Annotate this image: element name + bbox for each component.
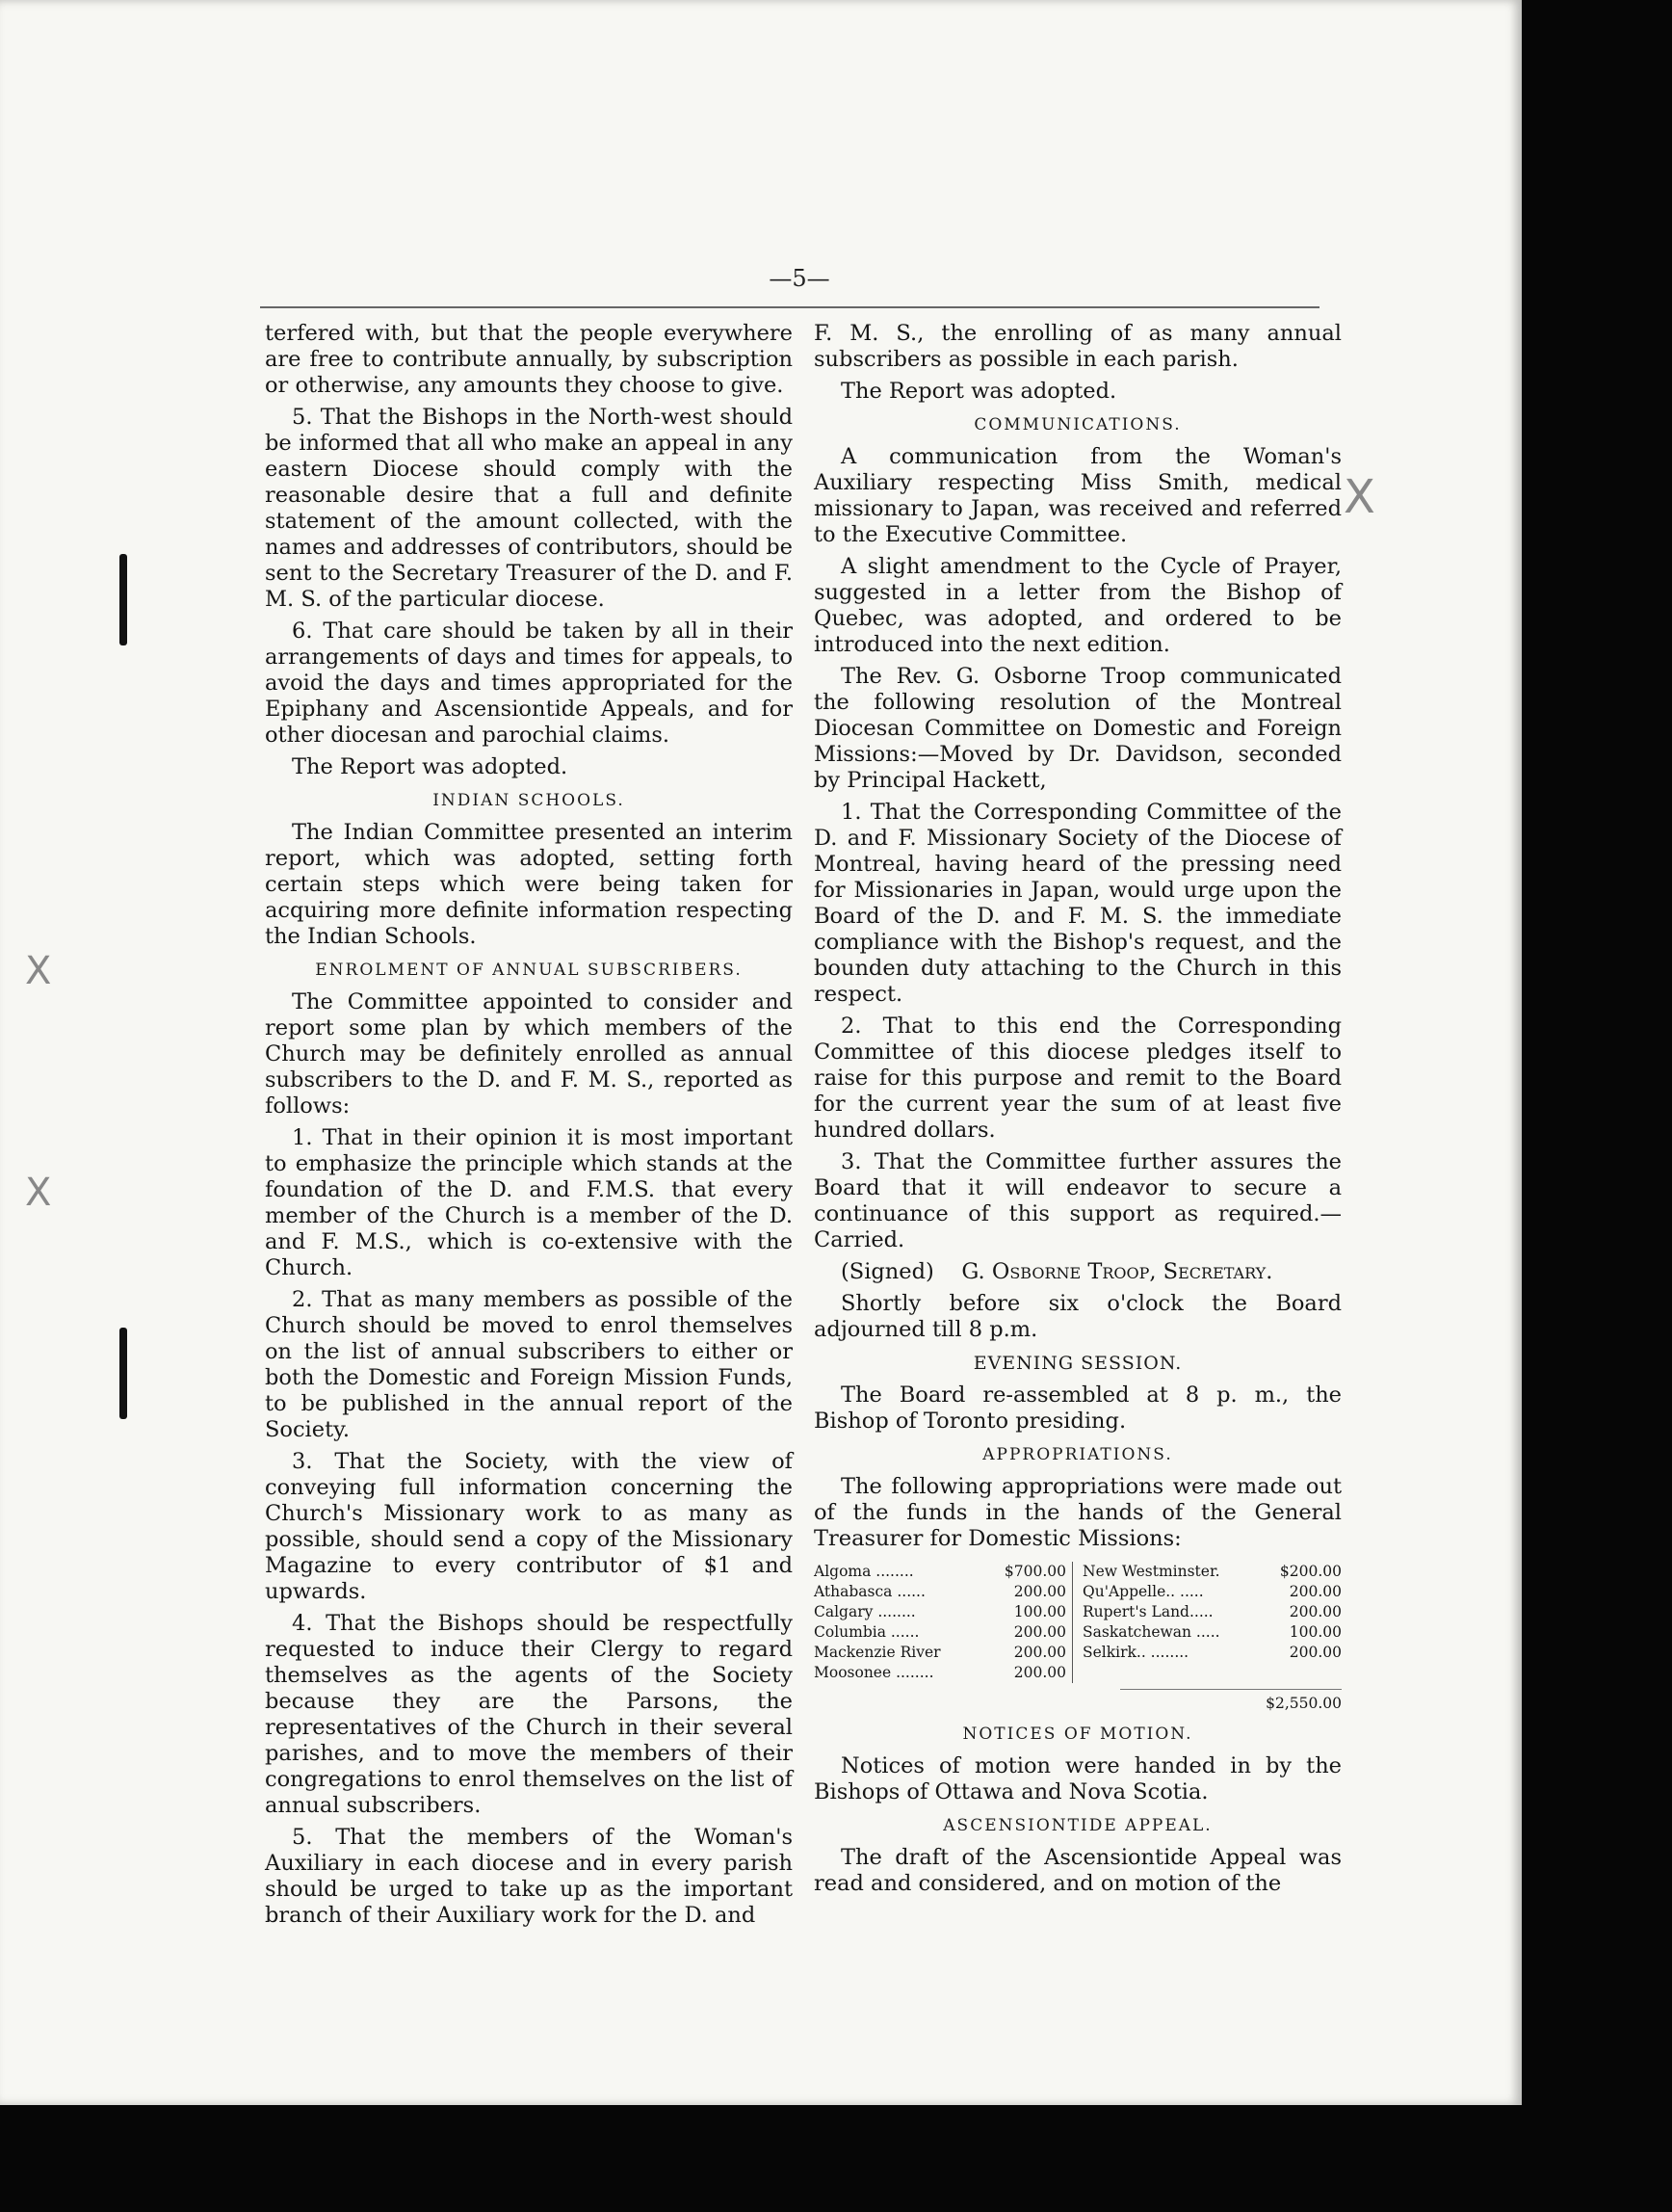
signer-name: G. Osborne Troop, Secretary.	[961, 1259, 1273, 1284]
diocese-amount: 200.00	[1013, 1644, 1066, 1661]
left-column	[265, 321, 793, 1935]
table-row	[814, 1663, 1066, 1683]
signature-line	[814, 1259, 1342, 1285]
paragraph: 5. That the members of the Woman's Auxiliary in each diocese and in every parish should be urged to take up as the important branch of their Auxiliary work for the D. and	[265, 1825, 793, 1928]
paragraph: F. M. S., the enrolling of as many annual subscribers as possible in each parish.	[814, 321, 1342, 372]
table-row	[1083, 1582, 1342, 1602]
diocese-amount: 200.00	[1013, 1623, 1066, 1641]
signed-label: (Signed)	[841, 1259, 934, 1284]
paragraph: 1. That the Corresponding Committee of the D. and F. Missionary Society of the Diocese of Montreal, having heard of the pressing need for Missionaries in Japan, would urge upon the Board of the D. and F. M. S. the immediate compliance with the Bishop's request, and the bounden duty attaching to the Church in this respect.	[814, 800, 1342, 1007]
diocese-amount: 200.00	[1013, 1583, 1066, 1600]
margin-x-mark: X	[1344, 470, 1375, 524]
paragraph: The Report was adopted.	[841, 379, 1117, 404]
diocese-amount: 200.00	[1289, 1644, 1342, 1661]
diocese-name: Qu'Appelle.. .....	[1083, 1583, 1204, 1600]
paragraph: The Rev. G. Osborne Troop communicated the following resolution of the Montreal Diocesan Committee on Domestic and Foreign Missions:—Moved by Dr. Davidson, seconded by Principal Hackett,	[814, 664, 1342, 793]
diocese-name: Calgary ........	[814, 1603, 916, 1620]
diocese-amount: 200.00	[1013, 1664, 1066, 1681]
table-row	[814, 1622, 1066, 1643]
paragraph: Shortly before six o'clock the Board adjourned till 8 p.m.	[814, 1291, 1342, 1342]
diocese-amount: 200.00	[1289, 1603, 1342, 1620]
right-column	[814, 321, 1342, 1903]
paragraph: A communication from the Woman's Auxiliary respecting Miss Smith, medical missionary to Japan, was received and referred to the Executive Committee.	[814, 444, 1342, 547]
appropriations-left-list	[814, 1562, 1073, 1683]
diocese-name: Algoma ........	[814, 1563, 914, 1580]
paragraph: 5. That the Bishops in the North-west should be informed that all who make an appeal in any eastern Diocese should comply with the reasonable desire that a full and definite statement of the amount collected, with the names and addresses of contributors, should be sent to the Secretary Treasurer of the D. and F. M. S. of the particular diocese.	[265, 405, 793, 612]
paragraph: 3. That the Committee further assures the Board that it will endeavor to secure a continuance of this support as required.—Carried.	[814, 1149, 1342, 1252]
diocese-name: New Westminster.	[1083, 1563, 1220, 1580]
paragraph: Notices of motion were handed in by the Bishops of Ottawa and Nova Scotia.	[814, 1753, 1342, 1804]
paragraph: terfered with, but that the people everywhere are free to contribute annually, by subscription or otherwise, any amounts they choose to give.	[265, 321, 793, 398]
table-row	[1083, 1643, 1342, 1663]
diocese-name: Mackenzie River	[814, 1644, 941, 1661]
paragraph: 3. That the Society, with the view of conveying full information concerning the Church's Missionary work to as many as possible, should send a copy of the Missionary Magazine to every contributor of $1 and upwards.	[265, 1449, 793, 1604]
section-heading: NOTICES OF MOTION.	[962, 1725, 1193, 1744]
table-row	[814, 1562, 1066, 1582]
diocese-name: Athabasca ......	[814, 1583, 926, 1600]
paragraph: The draft of the Ascensiontide Appeal was read and considered, and on motion of the	[814, 1845, 1342, 1896]
section-heading: INDIAN SCHOOLS.	[432, 791, 625, 810]
paragraph: The Indian Committee presented an interim report, which was adopted, setting forth certain steps which were being taken for acquiring more definite information respecting the Indian Schools.	[265, 820, 793, 949]
table-row	[814, 1582, 1066, 1602]
diocese-amount: 100.00	[1289, 1623, 1342, 1641]
page-number: —5—	[769, 265, 830, 292]
diocese-name: Selkirk.. ........	[1083, 1644, 1189, 1661]
paragraph: 2. That to this end the Corresponding Committee of this diocese pledges itself to raise for this purpose and remit to the Board for the current year the sum of at least five hundred dollars.	[814, 1014, 1342, 1143]
diocese-name: Columbia ......	[814, 1623, 920, 1641]
paragraph: The Committee appointed to consider and report some plan by which members of the Church may be definitely enrolled as annual subscribers to the D. and F. M. S., reported as follows:	[265, 989, 793, 1119]
section-heading: COMMUNICATIONS.	[974, 415, 1182, 434]
margin-x-mark: X	[25, 949, 52, 993]
diocese-name: Rupert's Land.....	[1083, 1603, 1214, 1620]
paragraph: 2. That as many members as possible of the Church should be moved to enrol themselves on the list of annual subscribers to either or both the Domestic and Foreign Mission Funds, to be published in the annual report of the Society.	[265, 1287, 793, 1442]
section-heading: EVENING SESSION.	[973, 1353, 1183, 1374]
diocese-amount: $200.00	[1279, 1563, 1342, 1580]
paragraph: A slight amendment to the Cycle of Prayer, suggested in a letter from the Bishop of Quebec, was adopted, and ordered to be introduced into the next edition.	[814, 554, 1342, 657]
diocese-name: Moosonee ........	[814, 1664, 934, 1681]
margin-bar-mark	[119, 1328, 127, 1419]
table-row	[1083, 1562, 1342, 1582]
margin-x-mark: X	[25, 1171, 52, 1215]
section-heading: ASCENSIONTIDE APPEAL.	[943, 1816, 1213, 1835]
diocese-amount: 200.00	[1289, 1583, 1342, 1600]
header-rule	[260, 306, 1319, 308]
paragraph: The following appropriations were made out of the funds in the hands of the General Treasurer for Domestic Missions:	[814, 1474, 1342, 1551]
section-heading: APPROPRIATIONS.	[982, 1445, 1173, 1464]
paragraph: 6. That care should be taken by all in their arrangements of days and times for appeals, to avoid the days and times appropriated for the Epiphany and Ascensiontide Appeals, and for other diocesan and parochial claims.	[265, 619, 793, 748]
table-row	[1083, 1622, 1342, 1643]
paragraph: The Report was adopted.	[292, 754, 568, 779]
section-heading: ENROLMENT OF ANNUAL SUBSCRIBERS.	[315, 961, 743, 980]
appropriations-total: $2,550.00	[1120, 1689, 1342, 1714]
diocese-amount: $700.00	[1004, 1563, 1066, 1580]
table-row	[814, 1643, 1066, 1663]
paragraph: The Board re-assembled at 8 p. m., the Bishop of Toronto presiding.	[814, 1382, 1342, 1434]
table-row	[814, 1602, 1066, 1622]
paragraph: 4. That the Bishops should be respectfully requested to induce their Clergy to regard themselves as the agents of the Society because they are the Parsons, the representatives of the Church in their several parishes, and to move the members of their congregations to enrol themselves on the list of annual subscribers.	[265, 1611, 793, 1818]
appropriations-table	[814, 1562, 1342, 1714]
margin-bar-mark	[119, 554, 127, 645]
appropriations-right-list	[1083, 1562, 1342, 1683]
diocese-name: Saskatchewan .....	[1083, 1623, 1220, 1641]
paragraph: 1. That in their opinion it is most important to emphasize the principle which stands at the foundation of the D. and F.M.S. that every member of the Church is a member of the D. and F. M.S., which is co-extensive with the Church.	[265, 1125, 793, 1280]
table-row	[1083, 1602, 1342, 1622]
diocese-amount: 100.00	[1013, 1603, 1066, 1620]
